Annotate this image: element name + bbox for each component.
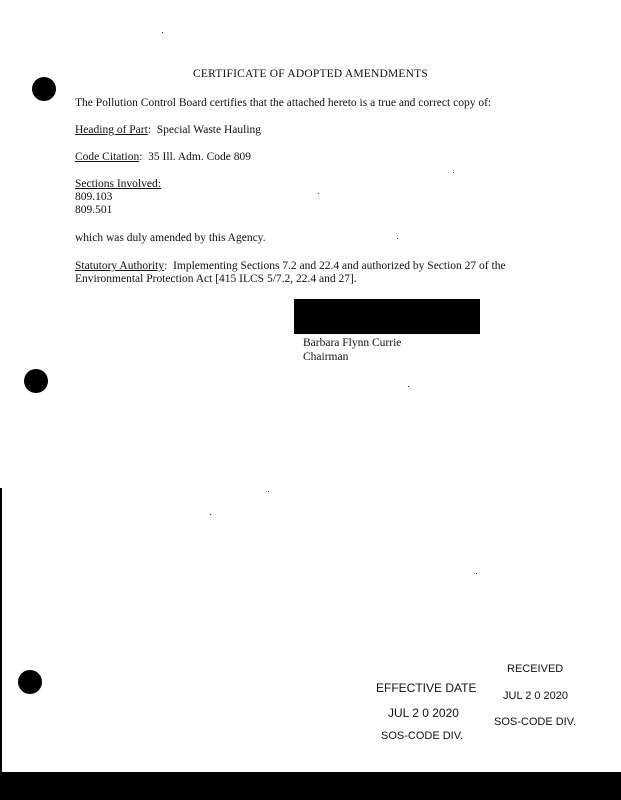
signer-name: Barbara Flynn Currie	[303, 337, 402, 349]
punch-hole-bottom	[18, 670, 42, 694]
punch-hole-top	[32, 77, 56, 101]
received-label: RECEIVED	[507, 663, 564, 675]
signature-block	[303, 336, 401, 364]
authority-line-2: Environmental Protection Act [415 ILCS 5/7.2, 22.4 and 27].	[75, 273, 357, 285]
scan-speck	[318, 193, 319, 194]
authority-line-1: Implementing Sections 7.2 and 22.4 and authorized by Section 27 of the	[173, 260, 506, 272]
heading-of-part: Heading of Part: Special Waste Hauling	[75, 124, 262, 136]
sections-label: Sections Involved:	[75, 178, 161, 190]
amended-statement: which was duly amended by this Agency.	[75, 232, 266, 244]
sections-involved	[75, 178, 161, 217]
redacted-signature	[294, 299, 480, 334]
section-item: 809.501	[75, 204, 113, 216]
heading-value: Special Waste Hauling	[156, 124, 262, 136]
code-citation: Code Citation: 35 Ill. Adm. Code 809	[75, 151, 252, 163]
received-date: JUL 2 0 2020	[503, 690, 569, 702]
authority-label: Statutory Authority	[75, 260, 165, 272]
received-division: SOS-CODE DIV.	[494, 716, 577, 728]
citation-label: Code Citation	[75, 151, 140, 163]
citation-value: 35 Ill. Adm. Code 809	[148, 151, 252, 163]
scan-speck	[162, 32, 163, 33]
intro-text: The Pollution Control Board certifies that the attached hereto is a true and correct copy of:	[75, 97, 492, 109]
scan-bottom-border	[0, 772, 621, 800]
effective-date-label: EFFECTIVE DATE	[376, 681, 477, 695]
scan-edge	[0, 488, 2, 772]
punch-hole-middle	[24, 369, 48, 393]
effective-division: SOS-CODE DIV.	[381, 730, 464, 742]
scan-speck	[268, 491, 269, 492]
scan-speck	[453, 172, 454, 173]
scan-speck	[397, 238, 398, 239]
heading-label: Heading of Part	[75, 124, 148, 136]
scan-speck	[210, 514, 211, 515]
statutory-authority: Statutory Authority: Implementing Sections 7.2 and 22.4 and authorized by Section 27 of the Environmental Protection Act [415 ILCS 5/7.2, 22.4 and 27].	[75, 260, 506, 285]
scan-speck	[476, 573, 477, 574]
scan-speck	[408, 386, 409, 387]
signer-role: Chairman	[303, 351, 349, 363]
effective-date-value: JUL 2 0 2020	[388, 706, 459, 720]
section-item: 809.103	[75, 191, 113, 203]
page-title: CERTIFICATE OF ADOPTED AMENDMENTS	[193, 68, 428, 80]
